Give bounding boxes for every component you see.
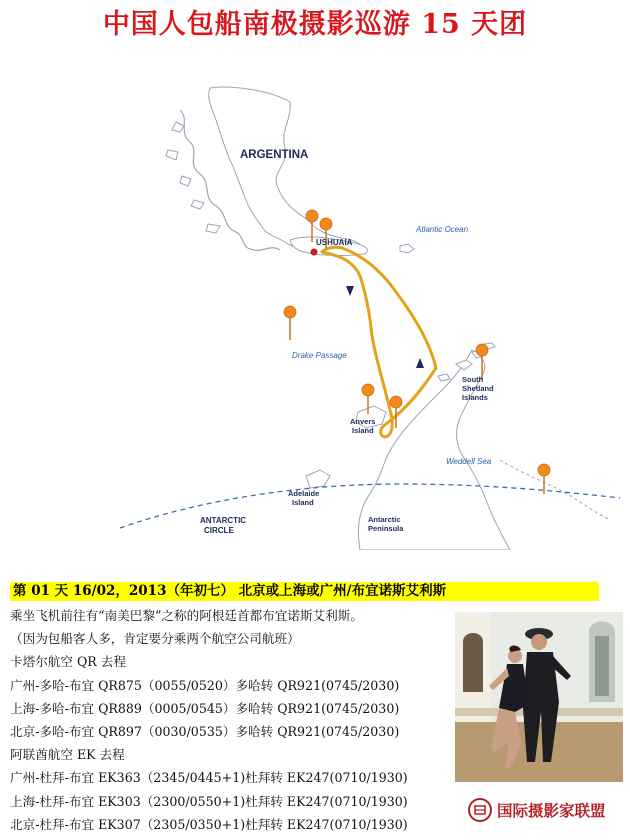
itinerary-line: 阿联酋航空 EK 去程 — [10, 747, 125, 763]
south-america-landmass — [209, 87, 362, 252]
label-antarctic-peninsula: Antarctic Peninsula — [368, 515, 404, 533]
itinerary-line: 北京-杜拜-布宜 EK307（2305/0350+1)杜拜转 EK247(0710/1930) — [10, 816, 408, 832]
itinerary-line: 乘坐飞机前往有“南美巴黎”之称的阿根廷首都布宜诺斯艾利斯。 — [10, 608, 363, 623]
itinerary-line: 上海-多哈-布宜 QR889（0005/0545）多哈转 QR921(0745/2030) — [10, 700, 400, 716]
falklands — [400, 244, 414, 253]
route-arrow-down — [346, 286, 354, 296]
weddell-ice — [500, 460, 610, 520]
day-header: 第 01 天 16/02，2013（年初七） 北京或上海或广州/布宜诺斯艾利斯 — [10, 582, 599, 601]
logo-text: 国际摄影家联盟 — [497, 802, 606, 820]
label-weddell: Weddell Sea — [446, 457, 492, 466]
label-ushuaia: USHUAIA — [316, 238, 353, 247]
itinerary-line: （因为包船客人多，肯定要分乘两个航空公司航班） — [10, 631, 300, 647]
label-argentina: ARGENTINA — [240, 149, 309, 161]
itinerary-line: 广州-多哈-布宜 QR875（0055/0520）多哈转 QR921(0745/2030) — [10, 677, 400, 693]
label-south-shetland: South Shetland Islands — [462, 375, 494, 402]
route-arrow-up — [416, 358, 424, 368]
label-adelaide: Adelaide Island — [288, 489, 320, 507]
label-antarctic-circle: ANTARCTIC CIRCLE — [200, 516, 247, 535]
label-anvers: Anvers Island — [350, 417, 376, 435]
ushuaia-dot — [311, 249, 318, 256]
itinerary-line: 上海-杜拜-布宜 EK303（2300/0550+1)杜拜转 EK247(0710/1930) — [10, 793, 408, 809]
label-atlantic: Atlantic Ocean — [416, 225, 469, 234]
itinerary-line: 广州-杜拜-布宜 EK363（2345/0445+1)杜拜转 EK247(0710/1930) — [10, 770, 408, 786]
map-pin — [284, 306, 296, 340]
itinerary-line: 北京-多哈-布宜 QR897（0030/0535）多哈转 QR921(0745/2030) — [10, 723, 400, 739]
itinerary-line: 卡塔尔航空 QR 去程 — [10, 654, 126, 670]
antarctica-route-map — [120, 80, 620, 550]
island-cluster-1 — [166, 122, 220, 233]
seal-icon — [468, 798, 492, 822]
alliance-logo — [468, 796, 628, 824]
adelaide-island — [306, 470, 330, 488]
tango-dancers-photo — [455, 612, 623, 782]
page-title: 中国人包船南极摄影巡游 15 天团 — [102, 9, 528, 40]
label-drake: Drake Passage — [292, 351, 347, 360]
itinerary-text — [10, 604, 455, 836]
